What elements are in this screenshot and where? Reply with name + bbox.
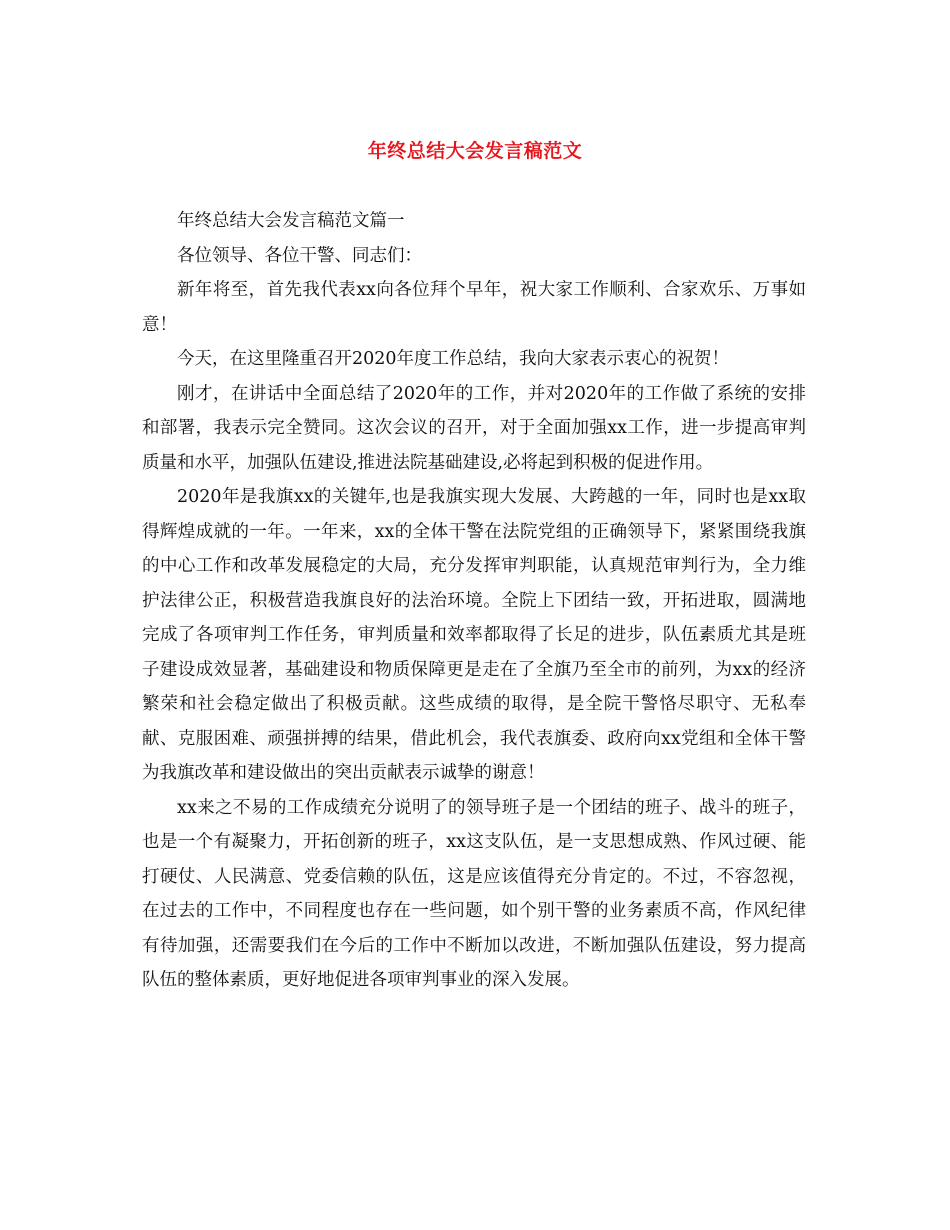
paragraph: 新年将至，首先我代表xx向各位拜个早年，祝大家工作顺利、合家欢乐、万事如意！ [142, 280, 806, 335]
paragraph: 2020年是我旗xx的关键年,也是我旗实现大发展、大跨越的一年，同时也是xx取得辉煌成就的一年。一年来，xx的全体干警在法院党组的正确领导下，紧紧围绕我旗的中心工作和改革发展稳定的大局，充分发挥审判职能，认真规范审判行为，全力维护法律公正，积极营造我旗良好的法治环境。全院上下团结一致，开拓进取，圆满地完成了各项审判工作任务，审判质量和效率都取得了长足的进步，队伍素质尤其是班子建设成效显著，基础建设和物质保障更是走在了全旗乃至全市的前列，为xx的经济繁荣和社会稳定做出了积极贡献。这些成绩的取得，是全院干警恪尽职守、无私奉献、克服困难、顽强拼搏的结果，借此机会，我代表旗委、政府向xx党组和全体干警为我旗改革和建设做出的突出贡献表示诚挚的谢意！ [142, 487, 806, 783]
paragraph: 刚才，在讲话中全面总结了2020年的工作，并对2020年的工作做了系统的安排和部署，我表示完全赞同。这次会议的召开，对于全面加强xx工作，进一步提高审判质量和水平，加强队伍建设,推进法院基础建设,必将起到积极的促进作用。 [142, 383, 806, 473]
document-body [142, 204, 806, 998]
paragraph-salutation: 各位领导、各位干警、同志们： [177, 245, 422, 266]
document-title: 年终总结大会发言稿范文 [367, 140, 583, 162]
paragraph: xx来之不易的工作成绩充分说明了的领导班子是一个团结的班子、战斗的班子，也是一个有凝聚力，开拓创新的班子，xx这支队伍，是一支思想成熟、作风过硬、能打硬仗、人民满意、党委信赖的队伍，这是应该值得充分肯定的。不过，不容忽视，在过去的工作中，不同程度也存在一些问题，如个别干警的业务素质不高，作风纪律有待加强，还需要我们在今后的工作中不断加以改进，不断加强队伍建设，努力提高队伍的整体素质，更好地促进各项审判事业的深入发展。 [142, 797, 806, 990]
paragraph-heading: 年终总结大会发言稿范文篇一 [177, 211, 405, 231]
paragraph: 今天，在这里隆重召开2020年度工作总结，我向大家表示衷心的祝贺！ [177, 349, 730, 369]
